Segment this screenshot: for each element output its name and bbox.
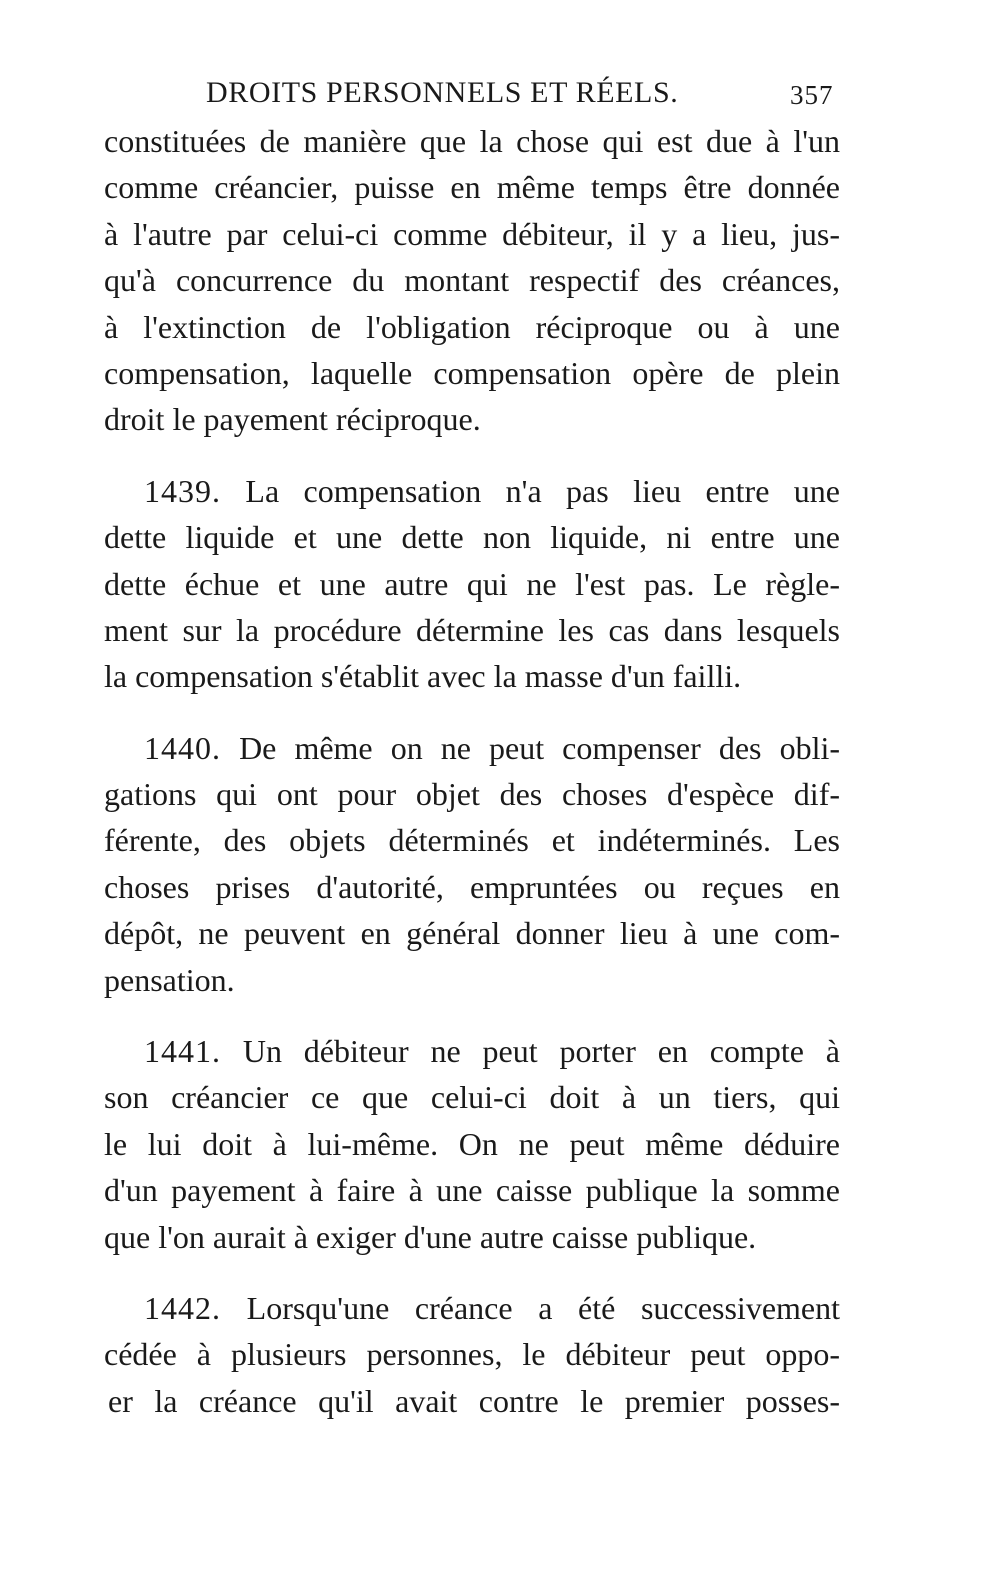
text-line: comme créancier, puisse en même temps être donnée — [104, 169, 840, 206]
text-line: pensation. — [104, 961, 235, 998]
text-line: son créancier ce que celui-ci doit à un tiers, qui — [104, 1079, 840, 1116]
text-line: dépôt, ne peuvent en général donner lieu à une com- — [104, 915, 840, 952]
text-line: à l'extinction de l'obligation réciproque ou à une — [104, 308, 840, 345]
text-line: d'un payement à faire à une caisse publique la somme — [104, 1172, 840, 1209]
text-line: dette liquide et une dette non liquide, ni entre une — [104, 519, 840, 556]
text-line: 1439. La compensation n'a pas lieu entre une — [144, 472, 841, 509]
text-line: cédée à plusieurs personnes, le débiteur peut oppo- — [104, 1336, 840, 1373]
page-number: 357 — [790, 80, 834, 110]
text-line: 1442. Lorsqu'une créance a été successivement — [144, 1289, 841, 1326]
text-line: choses prises d'autorité, empruntées ou reçues en — [104, 868, 840, 905]
article-number: 1441. — [144, 1033, 221, 1070]
text-line: la compensation s'établit avec la masse d'un failli. — [104, 658, 742, 695]
text-line: ment sur la procédure détermine les cas dans lesquels — [104, 611, 840, 648]
text-line: qu'à concurrence du montant respectif des créances, — [104, 262, 840, 299]
text-line: gations qui ont pour objet des choses d'espèce dif- — [104, 776, 840, 813]
article-1441 — [104, 1028, 840, 1260]
text-line: à l'autre par celui-ci comme débiteur, il y a lieu, jus- — [104, 215, 840, 252]
text-line: dette échue et une autre qui ne l'est pas. Le règle- — [104, 565, 840, 602]
article-1442 — [104, 1285, 840, 1424]
paragraph-continuation — [104, 118, 840, 443]
text-line: que l'on aurait à exiger d'une autre caisse publique. — [104, 1218, 757, 1255]
text-line: férente, des objets déterminés et indéterminés. Les — [104, 822, 840, 859]
text-line: le lui doit à lui-même. On ne peut même déduire — [104, 1125, 840, 1162]
article-number: 1442. — [144, 1289, 221, 1326]
running-head — [206, 76, 846, 116]
article-1439 — [104, 468, 840, 700]
text-line: 1440. De même on ne peut compenser des obli- — [144, 729, 840, 766]
running-title: DROITS PERSONNELS ET RÉELS. — [206, 76, 679, 109]
text-line: compensation, laquelle compensation opère de plein — [104, 354, 840, 391]
article-number: 1440. — [144, 729, 221, 766]
text-line: 1441. Un débiteur ne peut porter en compte à — [144, 1033, 840, 1070]
text-line: constituées de manière que la chose qui est due à l'un — [104, 123, 840, 159]
text-line: er la créance qu'il avait contre le premier posses- — [108, 1382, 840, 1419]
body-text — [104, 118, 840, 1424]
text-line: droit le payement réciproque. — [104, 401, 481, 438]
article-number: 1439. — [144, 472, 221, 509]
article-1440 — [104, 725, 840, 1003]
